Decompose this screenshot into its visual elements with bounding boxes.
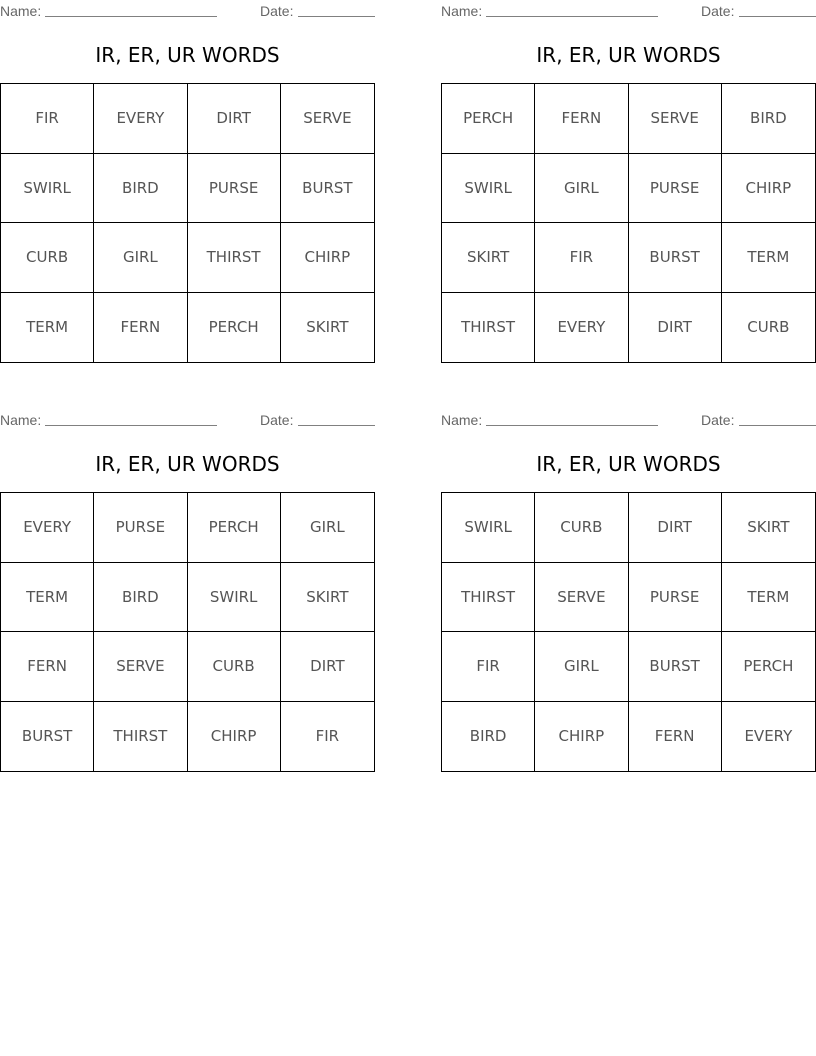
bingo-cell[interactable]: FERN: [535, 84, 628, 154]
bingo-grid: [0, 83, 375, 363]
bingo-cell[interactable]: CURB: [535, 493, 628, 563]
card-header: [441, 411, 816, 429]
date-blank-line[interactable]: [298, 425, 375, 426]
name-blank-line[interactable]: [486, 425, 658, 426]
bingo-cell[interactable]: EVERY: [535, 293, 628, 363]
date-label: Date:: [701, 3, 735, 19]
date-label: Date:: [260, 412, 294, 428]
date-blank-line[interactable]: [739, 425, 816, 426]
card-header: [441, 2, 816, 20]
bingo-grid: [441, 492, 816, 772]
bingo-card: [0, 0, 375, 380]
bingo-cell[interactable]: TERM: [722, 223, 815, 293]
bingo-cell[interactable]: GIRL: [535, 154, 628, 224]
bingo-cell[interactable]: PERCH: [442, 84, 535, 154]
bingo-cell[interactable]: THIRST: [188, 223, 281, 293]
bingo-cell[interactable]: EVERY: [744, 727, 793, 746]
bingo-cell[interactable]: CHIRP: [722, 154, 815, 224]
bingo-cell[interactable]: SWIRL: [1, 154, 94, 224]
bingo-card: [441, 0, 816, 380]
name-label: Name:: [441, 412, 483, 428]
bingo-cell[interactable]: PURSE: [94, 493, 187, 563]
bingo-cell[interactable]: SERVE: [94, 632, 187, 702]
name-blank-line[interactable]: [45, 425, 217, 426]
bingo-cell[interactable]: TERM: [1, 563, 94, 633]
card-title: IR, ER, UR WORDS: [536, 43, 721, 67]
bingo-cell[interactable]: BIRD: [94, 154, 187, 224]
bingo-cell[interactable]: BIRD: [722, 84, 815, 154]
bingo-cell[interactable]: PERCH: [188, 293, 281, 363]
bingo-cell[interactable]: FIR: [442, 632, 535, 702]
bingo-cell[interactable]: FERN: [94, 293, 187, 363]
date-blank-line[interactable]: [739, 16, 816, 17]
card-title: IR, ER, UR WORDS: [95, 452, 280, 476]
name-label: Name:: [0, 412, 42, 428]
bingo-cell[interactable]: EVERY: [94, 84, 187, 154]
bingo-cell[interactable]: BIRD: [94, 563, 187, 633]
bingo-cell[interactable]: CHIRP: [535, 702, 628, 772]
date-label: Date:: [260, 3, 294, 19]
bingo-cell[interactable]: PURSE: [629, 563, 722, 633]
card-title: IR, ER, UR WORDS: [536, 452, 721, 476]
bingo-card: [0, 409, 375, 789]
bingo-cell[interactable]: FIR: [315, 727, 340, 746]
bingo-cell[interactable]: CHIRP: [188, 702, 281, 772]
bingo-cell[interactable]: BURST: [1, 702, 94, 772]
bingo-cell[interactable]: SWIRL: [442, 493, 535, 563]
bingo-grid: [441, 83, 816, 363]
date-blank-line[interactable]: [298, 16, 375, 17]
bingo-grid: [0, 492, 375, 772]
bingo-cell[interactable]: SERVE: [281, 84, 374, 154]
bingo-cell[interactable]: THIRST: [442, 563, 535, 633]
bingo-cell[interactable]: FERN: [1, 632, 94, 702]
bingo-cell[interactable]: EVERY: [1, 493, 94, 563]
bingo-cell[interactable]: DIRT: [629, 293, 722, 363]
bingo-cell[interactable]: GIRL: [94, 223, 187, 293]
bingo-cell[interactable]: BIRD: [442, 702, 535, 772]
bingo-cell[interactable]: DIRT: [629, 493, 722, 563]
date-label: Date:: [701, 412, 735, 428]
bingo-cell[interactable]: PURSE: [188, 154, 281, 224]
bingo-cell[interactable]: DIRT: [188, 84, 281, 154]
bingo-cell[interactable]: THIRST: [94, 702, 187, 772]
bingo-cell[interactable]: BURST: [629, 223, 722, 293]
bingo-cell[interactable]: SKIRT: [281, 563, 374, 633]
bingo-cell[interactable]: SKIRT: [722, 493, 815, 563]
bingo-cell[interactable]: PURSE: [629, 154, 722, 224]
bingo-cell[interactable]: SKIRT: [442, 223, 535, 293]
bingo-cell[interactable]: SERVE: [629, 84, 722, 154]
bingo-cell[interactable]: BURST: [281, 154, 374, 224]
bingo-cell[interactable]: BURST: [629, 632, 722, 702]
bingo-cell[interactable]: SKIRT: [306, 318, 349, 337]
name-label: Name:: [0, 3, 42, 19]
bingo-card: [441, 409, 816, 789]
bingo-cell[interactable]: CURB: [747, 318, 790, 337]
bingo-cell[interactable]: CURB: [188, 632, 281, 702]
bingo-cell[interactable]: SERVE: [535, 563, 628, 633]
bingo-cell[interactable]: CHIRP: [281, 223, 374, 293]
bingo-cell[interactable]: CURB: [1, 223, 94, 293]
bingo-cell[interactable]: FERN: [629, 702, 722, 772]
bingo-cell[interactable]: GIRL: [281, 493, 374, 563]
card-header: [0, 2, 375, 20]
bingo-cell[interactable]: GIRL: [535, 632, 628, 702]
bingo-cell[interactable]: PERCH: [722, 632, 815, 702]
card-title: IR, ER, UR WORDS: [95, 43, 280, 67]
bingo-cell[interactable]: FIR: [1, 84, 94, 154]
bingo-cell[interactable]: SWIRL: [188, 563, 281, 633]
bingo-cell[interactable]: TERM: [722, 563, 815, 633]
name-blank-line[interactable]: [45, 16, 217, 17]
bingo-cell[interactable]: DIRT: [281, 632, 374, 702]
bingo-cell[interactable]: FIR: [535, 223, 628, 293]
bingo-cell[interactable]: TERM: [1, 293, 94, 363]
bingo-cell[interactable]: SWIRL: [442, 154, 535, 224]
card-header: [0, 411, 375, 429]
bingo-cell[interactable]: THIRST: [442, 293, 535, 363]
bingo-cell[interactable]: PERCH: [188, 493, 281, 563]
name-label: Name:: [441, 3, 483, 19]
name-blank-line[interactable]: [486, 16, 658, 17]
